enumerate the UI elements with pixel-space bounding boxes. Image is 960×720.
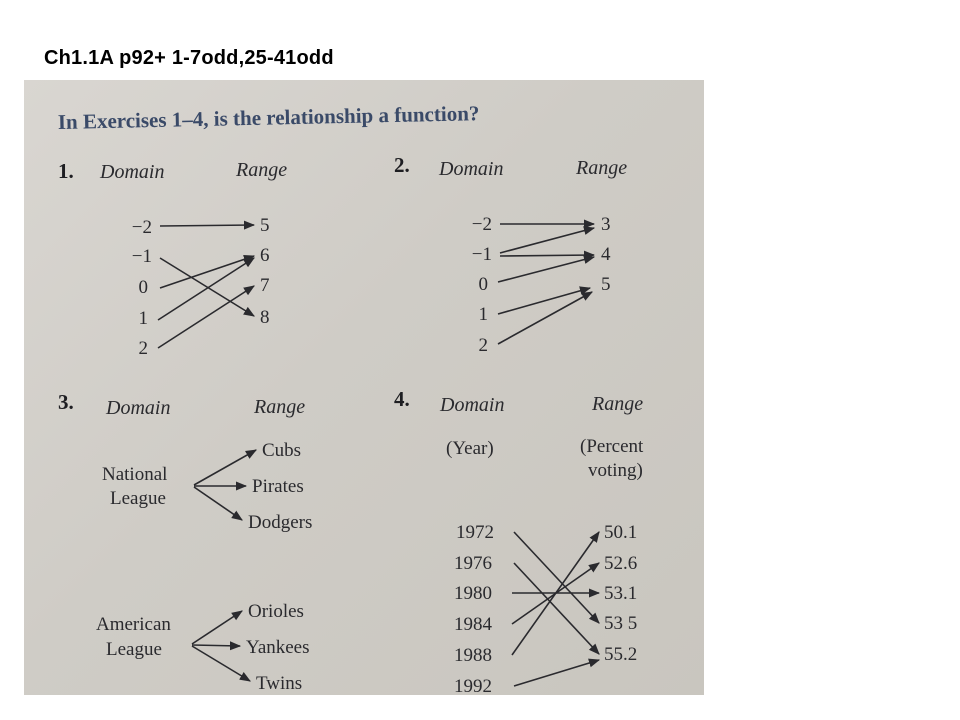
range-value: Pirates: [252, 476, 304, 497]
exercise-3: [58, 390, 312, 694]
range-subheading: (Percent: [580, 436, 644, 457]
range-value: 55.2: [604, 644, 638, 665]
domain-subheading: (Year): [446, 438, 494, 459]
range-value: 8: [260, 307, 270, 328]
domain-value: 2: [138, 338, 148, 359]
domain-value: 1: [478, 304, 488, 325]
range-label: Range: [254, 396, 306, 418]
mapping-arrow: [158, 258, 254, 320]
mapping-arrow: [160, 225, 254, 226]
range-value: Orioles: [248, 601, 304, 622]
slide-title: Ch1.1A p92+ 1-7odd,25-41odd: [44, 47, 334, 69]
domain-label: Domain: [440, 394, 505, 416]
mapping-arrow: [192, 646, 250, 681]
range-value: 50.1: [604, 522, 638, 543]
range-label: Range: [592, 393, 644, 415]
exercise-number: 2.: [394, 153, 410, 177]
domain-value: −1: [131, 246, 152, 267]
exercise-4: [394, 387, 644, 695]
domain-value: League: [110, 488, 166, 509]
domain-value: League: [106, 639, 162, 660]
mapping-arrow: [498, 257, 594, 282]
domain-value: 2: [478, 335, 488, 356]
mapping-arrow: [160, 256, 254, 288]
range-value: Yankees: [246, 637, 310, 658]
range-value: 53 5: [604, 613, 638, 634]
mapping-arrow: [192, 611, 242, 644]
domain-value: American: [96, 614, 171, 635]
range-subheading: voting): [588, 460, 643, 481]
exercises-heading: In Exercises 1–4, is the relationship a function?: [57, 101, 480, 134]
range-value: Twins: [256, 673, 303, 694]
domain-value: −2: [131, 217, 152, 238]
range-value: 6: [260, 245, 270, 266]
range-value: Dodgers: [248, 512, 313, 533]
domain-value: 1988: [454, 645, 492, 666]
mapping-arrow: [192, 645, 240, 646]
domain-label: Domain: [106, 397, 171, 419]
exercise-number: 4.: [394, 387, 410, 411]
range-value: 7: [260, 275, 270, 296]
range-value: 53.1: [604, 583, 638, 604]
mapping-arrow: [498, 292, 592, 344]
range-value: 52.6: [604, 553, 638, 574]
range-value: 4: [601, 244, 611, 265]
exercise-number: 3.: [58, 390, 74, 414]
range-label: Range: [576, 157, 628, 179]
domain-label: Domain: [100, 161, 165, 183]
domain-value: 1972: [456, 522, 494, 543]
mapping-arrow: [500, 228, 594, 253]
range-label: Range: [236, 159, 288, 181]
domain-value: 1: [138, 308, 148, 329]
domain-value: 1980: [454, 583, 492, 604]
exercise-2: [394, 153, 627, 356]
domain-value: 1992: [454, 676, 492, 695]
textbook-photo: [24, 80, 704, 695]
range-value: Cubs: [262, 440, 302, 461]
domain-value: −2: [471, 214, 492, 235]
range-value: 5: [260, 215, 270, 236]
domain-value: 0: [138, 277, 148, 298]
domain-value: 0: [478, 274, 488, 295]
domain-label: Domain: [439, 158, 504, 180]
domain-value: 1984: [454, 614, 492, 635]
mapping-arrow: [158, 286, 254, 348]
mapping-arrow: [194, 450, 256, 485]
range-value: 3: [601, 214, 611, 235]
domain-value: −1: [471, 244, 492, 265]
mapping-arrow: [514, 660, 599, 686]
mapping-arrow: [194, 487, 242, 520]
range-value: 5: [601, 274, 611, 295]
mapping-arrow: [500, 255, 594, 256]
exercise-number: 1.: [58, 159, 74, 183]
domain-value: National: [102, 464, 168, 485]
exercise-1: [58, 159, 287, 359]
domain-value: 1976: [454, 553, 492, 574]
